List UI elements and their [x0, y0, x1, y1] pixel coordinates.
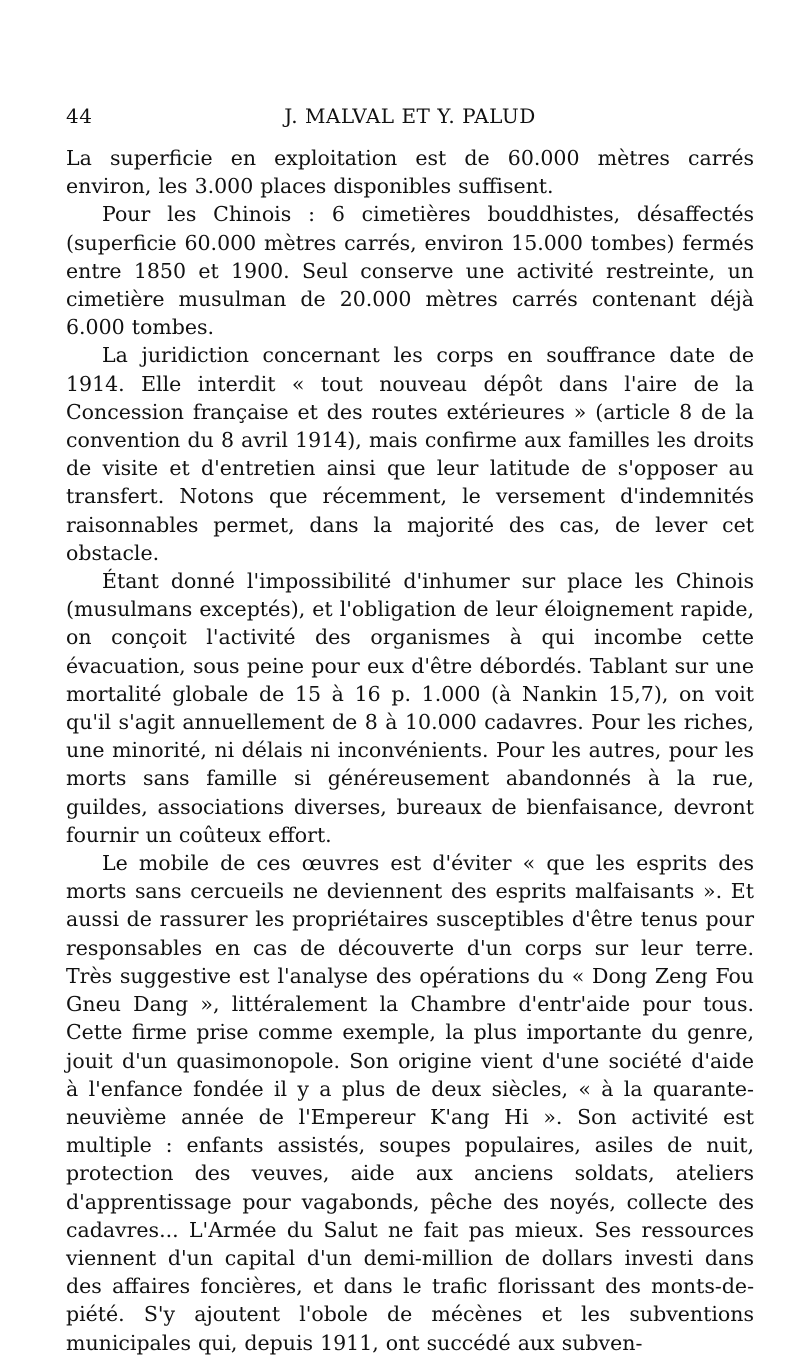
page-number: 44: [66, 104, 93, 128]
paragraph-3: La juridiction concernant les corps en souffrance date de 1914. Elle interdit « tout nouveau dépôt dans l'aire de la Concession française et des routes extérieures » (article 8 de la convention du 8 avril 1914), mais confirme aux familles les droits de visite et d'entretien ainsi que leur latitude de s'opposer au transfert. Notons que récemment, le versement d'indemnités raisonnables permet, dans la majorité des cas, de lever cet obstacle.: [66, 343, 754, 565]
page-header: [66, 100, 754, 134]
paragraph-4: Étant donné l'impossibilité d'inhumer sur place les Chinois (musulmans exceptés), et l'obligation de leur éloignement rapide, on conçoit l'activité des organismes à qui incombe cette évacuation, sous peine pour eux d'être débordés. Tablant sur une mortalité globale de 15 à 16 p. 1.000 (à Nankin 15,7), on voit qu'il s'agit annuellement de 8 à 10.000 cadavres. Pour les riches, une minorité, ni délais ni inconvénients. Pour les autres, pour les morts sans famille si généreusement abandonnés à la rue, guildes, associations diverses, bureaux de bienfaisance, devront fournir un coûteux effort.: [66, 569, 754, 847]
paragraph-5: Le mobile de ces œuvres est d'éviter « que les esprits des morts sans cercueils ne deviennent des esprits malfaisants ». Et aussi de rassurer les propriétaires susceptibles d'être tenus pour responsables en cas de découverte d'un corps sur leur terre. Très suggestive est l'analyse des opérations du « Dong Zeng Fou Gneu Dang », littéralement la Chambre d'entr'aide pour tous. Cette firme prise comme exemple, la plus importante du genre, jouit d'un quasimonopole. Son origine vient d'une société d'aide à l'enfance fondée il y a plus de deux siècles, « à la quarante-neuvième année de l'Empereur K'ang Hi ». Son activité est multiple : enfants assistés, soupes populaires, asiles de nuit, protection des veuves, aide aux anciens soldats, ateliers d'apprentissage pour vagabonds, pêche des noyés, collecte des cadavres... L'Armée du Salut ne fait pas mieux. Ses ressources viennent d'un capital d'un demi-million de dollars investi dans des affaires foncières, et dans le trafic florissant des monts-de-piété. S'y ajoutent l'obole de mécènes et les subventions municipales qui, depuis 1911, ont succédé aux subven-: [66, 851, 754, 1355]
running-head: J. MALVAL ET Y. PALUD: [284, 104, 536, 128]
body-text: [66, 144, 754, 1357]
paragraph-2: Pour les Chinois : 6 cimetières bouddhistes, désaffectés (superficie 60.000 mètres carrés, environ 15.000 tombes) fermés entre 1850 et 1900. Seul conserve une activité restreinte, un cimetière musulman de 20.000 mètres carrés contenant déjà 6.000 tombes.: [66, 202, 754, 340]
book-page: [66, 100, 754, 1357]
paragraph-1: La superficie en exploitation est de 60.000 mètres carrés environ, les 3.000 places disponibles suffisent.: [66, 146, 754, 199]
